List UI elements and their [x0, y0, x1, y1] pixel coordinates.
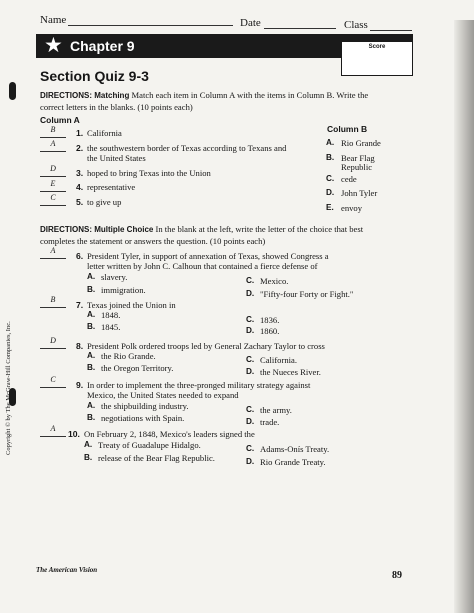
- column-a-title: Column A: [40, 115, 80, 125]
- matching-directions-text: Match each item in Column A with the items in Column B. Write the correct letters in the blanks. (10 points each): [40, 90, 369, 112]
- q8-choice-c: California.: [260, 355, 297, 365]
- item-text-3: hoped to bring Texas into the Union: [87, 168, 211, 178]
- q6-choice-c: Mexico.: [260, 276, 289, 286]
- q9-choice-a-letter: A.: [87, 401, 96, 410]
- q8-choice-a-letter: A.: [87, 351, 96, 360]
- score-label: Score: [368, 44, 386, 50]
- q7-choice-d: 1860.: [260, 326, 280, 336]
- item-number-5: 5.: [76, 197, 84, 207]
- q7-choice-d-letter: D.: [246, 326, 255, 335]
- score-box[interactable]: [341, 41, 413, 76]
- q10-choice-d-letter: D.: [246, 457, 255, 466]
- q6-choice-b: immigration.: [101, 285, 146, 295]
- binder-hole-top: [9, 82, 16, 100]
- column-b-title: Column B: [327, 124, 368, 134]
- section-title: Section Quiz 9-3: [40, 68, 149, 84]
- answer-blank-1[interactable]: B: [40, 126, 66, 138]
- option-text-c: cede: [341, 174, 357, 184]
- item-number-2: 2.: [76, 143, 84, 153]
- page-number: 89: [392, 570, 402, 581]
- chapter-title: Chapter 9: [70, 38, 135, 54]
- question-6-line-1: President Tyler, in support of annexation of Texas, showed Congress a: [87, 251, 329, 261]
- option-text-b-line-1: Bear Flag: [341, 153, 375, 163]
- class-blank[interactable]: [370, 30, 412, 31]
- question-number-8: 8.: [76, 341, 84, 351]
- q9-choice-c: the army.: [260, 405, 292, 415]
- q10-choice-b: release of the Bear Flag Republic.: [98, 453, 215, 463]
- option-text-d: John Tyler: [341, 188, 378, 198]
- option-text-e: envoy: [341, 203, 363, 213]
- item-text-2-line-1: the southwestern border of Texas according to Texans and: [87, 143, 287, 153]
- answer-blank-8[interactable]: D: [40, 337, 66, 349]
- multiple-choice-directions: [40, 224, 385, 246]
- q7-choice-c: 1836.: [260, 315, 280, 325]
- q6-choice-b-letter: B.: [87, 285, 96, 294]
- q7-choice-a-letter: A.: [87, 310, 96, 319]
- item-text-1: California: [87, 128, 122, 138]
- q8-choice-d: the Nueces River.: [260, 367, 321, 377]
- q9-choice-d-letter: D.: [246, 417, 255, 426]
- question-number-9: 9.: [76, 380, 84, 390]
- question-number-10: 10.: [68, 429, 80, 439]
- item-text-2-line-2: the United States: [87, 153, 146, 163]
- q9-choice-a: the shipbuilding industry.: [101, 401, 189, 411]
- mc-directions-lead: DIRECTIONS: Multiple Choice: [40, 225, 154, 234]
- q7-choice-b-letter: B.: [87, 322, 96, 331]
- q10-choice-a-letter: A.: [84, 440, 93, 449]
- item-number-4: 4.: [76, 182, 84, 192]
- question-number-6: 6.: [76, 251, 84, 261]
- copyright-notice: Copyright © by The McGraw-Hill Companies, Inc.: [5, 321, 12, 455]
- q7-choice-c-letter: C.: [246, 315, 255, 324]
- mc-directions-text: In the blank at the left, write the letter of the choice that best completes the statement or answers the question. (10 points each): [40, 224, 364, 246]
- q9-choice-b: negotiations with Spain.: [101, 413, 185, 423]
- question-9-line-2: Mexico, the United States needed to expand: [87, 390, 239, 400]
- q6-choice-a: slavery.: [101, 272, 128, 282]
- question-number-7: 7.: [76, 300, 84, 310]
- q10-choice-c: Adams-Onís Treaty.: [260, 444, 330, 454]
- q8-choice-b-letter: B.: [87, 363, 96, 372]
- option-text-a: Rio Grande: [341, 138, 381, 148]
- item-number-3: 3.: [76, 168, 84, 178]
- item-number-1: 1.: [76, 128, 84, 138]
- book-title: The American Vision: [36, 566, 98, 574]
- answer-blank-7[interactable]: B: [40, 296, 66, 308]
- q10-choice-c-letter: C.: [246, 444, 255, 453]
- answer-blank-4[interactable]: E: [40, 180, 66, 192]
- answer-blank-10[interactable]: A: [40, 425, 66, 437]
- q8-choice-d-letter: D.: [246, 367, 255, 376]
- q8-choice-b: the Oregon Territory.: [101, 363, 174, 373]
- option-letter-c: C.: [326, 174, 335, 183]
- option-text-b-line-2: Republic: [341, 162, 373, 172]
- name-blank[interactable]: [68, 25, 233, 26]
- date-label: Date: [240, 17, 261, 29]
- question-6-line-2: letter written by John C. Calhoun that contained a fierce defense of: [87, 261, 318, 271]
- answer-blank-6[interactable]: A: [40, 247, 66, 259]
- matching-directions: [40, 90, 385, 112]
- date-blank[interactable]: [264, 28, 336, 29]
- q6-choice-d: "Fifty-four Forty or Fight.": [260, 289, 354, 299]
- q9-choice-b-letter: B.: [87, 413, 96, 422]
- option-letter-e: E.: [326, 203, 334, 212]
- answer-blank-3[interactable]: D: [40, 165, 66, 177]
- answer-blank-5[interactable]: C: [40, 194, 66, 206]
- q8-choice-c-letter: C.: [246, 355, 255, 364]
- answer-blank-9[interactable]: C: [40, 376, 66, 388]
- q6-choice-c-letter: C.: [246, 276, 255, 285]
- q8-choice-a: the Rio Grande.: [101, 351, 156, 361]
- q10-choice-a: Treaty of Guadalupe Hidalgo.: [98, 440, 201, 450]
- star-icon: ★: [44, 33, 63, 57]
- q9-choice-d: trade.: [260, 417, 280, 427]
- question-7-line-1: Texas joined the Union in: [87, 300, 176, 310]
- option-letter-d: D.: [326, 188, 335, 197]
- matching-directions-lead: DIRECTIONS: Matching: [40, 91, 130, 100]
- option-letter-a: A.: [326, 138, 335, 147]
- option-letter-b: B.: [326, 153, 335, 162]
- class-label: Class: [344, 19, 368, 31]
- question-8-line-1: President Polk ordered troops led by General Zachary Taylor to cross: [87, 341, 325, 351]
- q10-choice-d: Rio Grande Treaty.: [260, 457, 326, 467]
- q6-choice-d-letter: D.: [246, 289, 255, 298]
- item-text-5: to give up: [87, 197, 122, 207]
- question-9-line-1: In order to implement the three-pronged military strategy against: [87, 380, 311, 390]
- q7-choice-a: 1848.: [101, 310, 121, 320]
- page-edge-shadow: [454, 20, 474, 613]
- item-text-4: representative: [87, 182, 136, 192]
- answer-blank-2[interactable]: A: [40, 140, 66, 152]
- q10-choice-b-letter: B.: [84, 453, 93, 462]
- q6-choice-a-letter: A.: [87, 272, 96, 281]
- name-label: Name: [40, 14, 67, 26]
- q7-choice-b: 1845.: [101, 322, 121, 332]
- q9-choice-c-letter: C.: [246, 405, 255, 414]
- question-10-line-1: On February 2, 1848, Mexico's leaders signed the: [84, 429, 255, 439]
